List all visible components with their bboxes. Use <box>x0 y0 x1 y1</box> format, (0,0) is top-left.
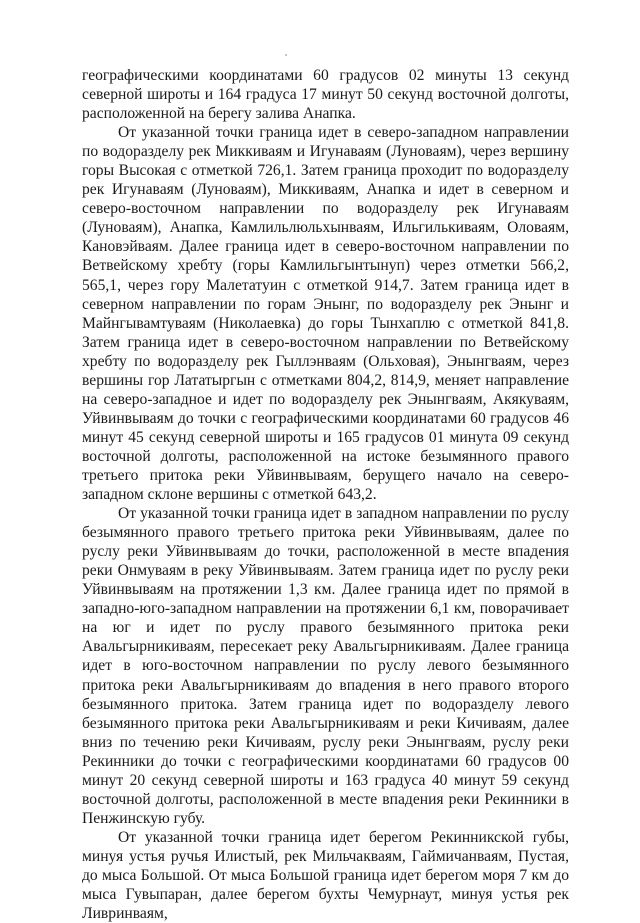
document-body <box>82 66 569 923</box>
scan-speck <box>285 54 287 56</box>
paragraph-continuation: географическими координатами 60 градусов 02 минуты 13 секунд северной широты и 164 градуса 17 минут 50 секунд восточной долготы, расположенной на берегу залива Анапка. <box>82 67 569 123</box>
paragraph-northwest-boundary: От указанной точки граница идет в северо-западном направлении по водоразделу рек Миккиваям и Игунаваям (Луноваям), через вершину горы Высокая с отметкой 726,1. Затем граница проходит по водоразделу рек Игунаваям (Луноваям), Миккиваям, Анапка и идет в северном и северо-восточном направлении по водоразделу рек Игунаваям (Луноваям), Анапка, Камлильлюльхынваям, Ильгилькиваям, Оловаям, Кановэйваям. Далее граница идет в северо-восточном направлении по Ветвейскому хребту (горы Камлильгынтынуп) через отметки 566,2, 565,1, через гору Малетатуин с отметкой 914,7. Затем граница идет в северном направлении по горам Энынг, по водоразделу рек Энынг и Майнгывамтуваям (Николаевка) до горы Тынхаплю с отметкой 841,8. Затем граница идет в северо-восточном направлении по Ветвейскому хребту по водоразделу рек Гыллэнваям (Ольховая), Энынгваям, через вершины гор Лататыргын с отметками 804,2, 814,9, меняет направление на северо-западное и идет по водоразделу рек Энынгваям, Акякуваям, Уйвинвываям до точки с географическими координатами 60 градусов 46 минут 45 секунд северной широты и 165 градусов 01 минута 09 секунд восточной долготы, расположенной на истоке безымянного правого третьего притока реки Уйвинвываям, берущего начало на северо-западном склоне вершины с отметкой 643,2. <box>82 124 569 504</box>
paragraph-coast-boundary: От указанной точки граница идет берегом Рекинникской губы, минуя устья ручья Илистый, рек Мильчакваям, Гаймичанваям, Пустая, до мыса Большой. От мыса Большой граница идет берегом моря 7 км до мыса Гувыпаран, далее берегом бухты Чемурнаут, минуя устья рек Ливринваям, <box>82 828 569 923</box>
paragraph-west-boundary: От указанной точки граница идет в западном направлении по руслу безымянного правого третьего притока реки Уйвинвываям, далее по руслу реки Уйвинвываям до точки, расположенной в месте впадения реки Онмуваям в реку Уйвинвываям. Затем граница идет по руслу реки Уйвинвываям на протяжении 1,3 км. Далее граница идет по прямой в западно-юго-западном направлении на протяжении 6,1 км, поворачивает на юг и идет по руслу правого безымянного притока реки Авальгырникиваям, пересекает реку Авальгырникиваям. Далее граница идет в юго-восточном направлении по руслу левого безымянного притока реки Авальгырникиваям до впадения в него правого второго безымянного притока. Затем граница идет по водоразделу левого безымянного притока реки Авальгырникиваям и реки Кичиваям, далее вниз по течению реки Кичиваям, руслу реки Энынгваям, руслу реки Рекинники до точки с географическими координатами 60 градусов 00 минут 20 секунд северной широты и 163 градуса 40 минут 59 секунд восточной долготы, расположенной в месте впадения реки Рекинники в Пенжинскую губу. <box>82 505 569 827</box>
